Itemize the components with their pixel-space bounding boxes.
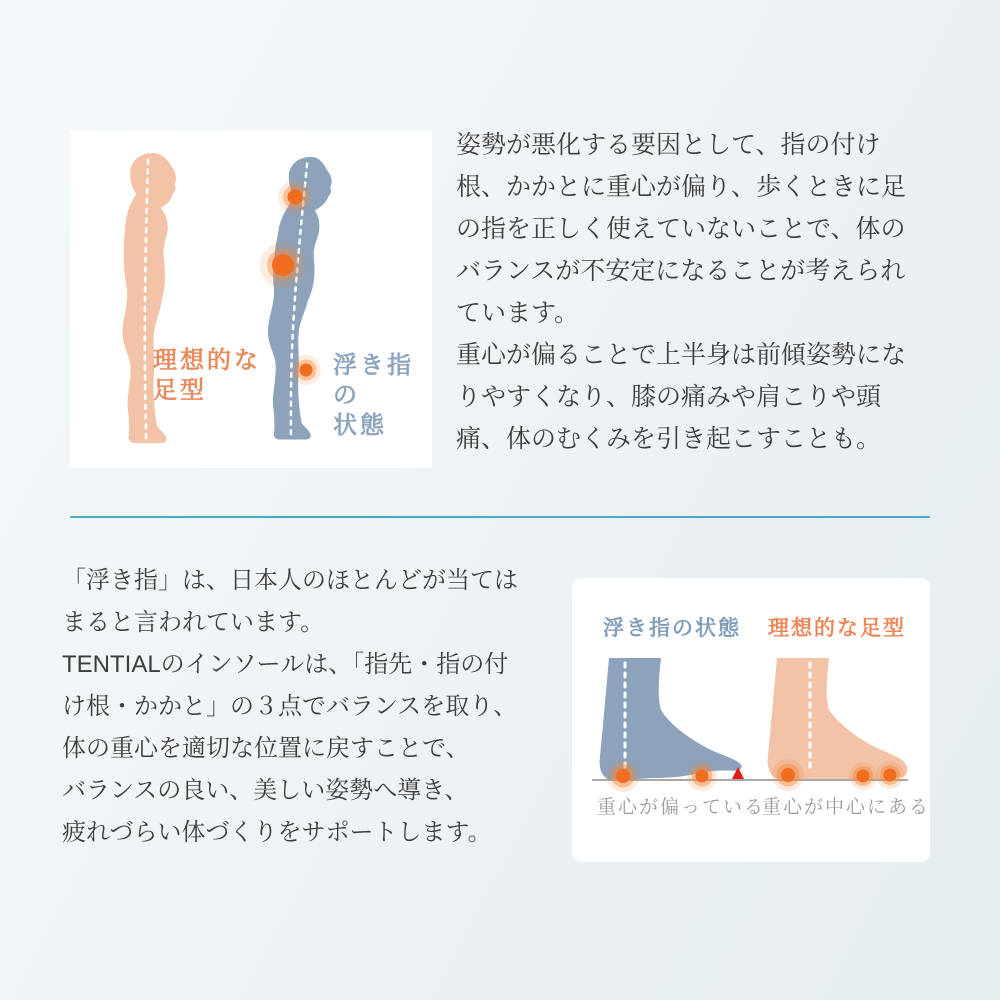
foot-card-ideal-label: 理想的な足型: [768, 617, 906, 640]
foot-card-floating-label: 浮き指の状態: [603, 617, 741, 640]
ideal-foot-type-label-line1: 理想的な: [153, 347, 261, 374]
insole-paragraph-line: バランスの良い、美しい姿勢へ導き、: [62, 777, 469, 804]
posture-paragraph-line: の指を正しく使えていないことで、体の: [456, 215, 906, 243]
posture-paragraph-line: 痛、体のむくみを引き起こすことも。: [456, 425, 882, 453]
posture-paragraph-line: 根、かかとに重心が偏り、歩くときに足: [456, 173, 907, 201]
foot-comparison-card: [572, 578, 930, 862]
insole-paragraph-line: 体の重心を適切な位置に戻すことで、: [62, 735, 470, 762]
insole-paragraph: [62, 560, 582, 854]
insole-paragraph-line: 「浮き指」は、日本人のほとんどが当ては: [62, 567, 518, 594]
posture-paragraph-line: りやすくなり、膝の痛みや肩こりや頭: [456, 383, 882, 411]
posture-paragraph-line: 重心が偏ることで上半身は前傾姿勢にな: [456, 341, 907, 369]
insole-paragraph-line: TENTIALのインソールは、「指先・指の付: [62, 651, 509, 678]
neck-pain-point-icon: [278, 180, 312, 214]
foot-card-floating-caption: 重心が偏っている: [597, 797, 766, 818]
posture-paragraph: [456, 124, 976, 460]
ideal-foot-type-label: [153, 346, 261, 406]
insole-paragraph-line: け根・かかと」の３点でバランスを取り、: [62, 693, 518, 720]
lower-back-pain-point-icon: [260, 242, 306, 288]
floating-toe-state-label-line2: 状態: [333, 412, 387, 439]
insole-paragraph-line: 疲れづらい体づくりをサポートします。: [62, 819, 492, 846]
ideal-toe-pressure-icon: [876, 761, 904, 789]
section-divider: [70, 516, 930, 518]
posture-illustration-card: [70, 130, 432, 468]
ideal-heel-pressure-icon: [772, 759, 804, 791]
ideal-ball-pressure-icon: [849, 762, 877, 790]
posture-paragraph-line: 姿勢が悪化する要因として、指の付け: [456, 131, 881, 159]
floating-toe-state-label: [333, 351, 432, 441]
knee-pain-point-icon: [291, 355, 321, 385]
insole-paragraph-line: まると言われています。: [62, 609, 325, 636]
foot-card-ideal-caption: 重心が中心にある: [762, 797, 931, 818]
floating-ball-pressure-icon: [687, 761, 717, 791]
floating-toe-state-label-line1: 浮き指の: [333, 352, 414, 409]
ideal-foot-type-label-line2: 足型: [153, 377, 207, 404]
posture-paragraph-line: ています。: [456, 299, 580, 327]
posture-paragraph-line: バランスが不安定になることが考えられ: [456, 257, 906, 285]
floating-heel-pressure-icon: [607, 760, 639, 792]
